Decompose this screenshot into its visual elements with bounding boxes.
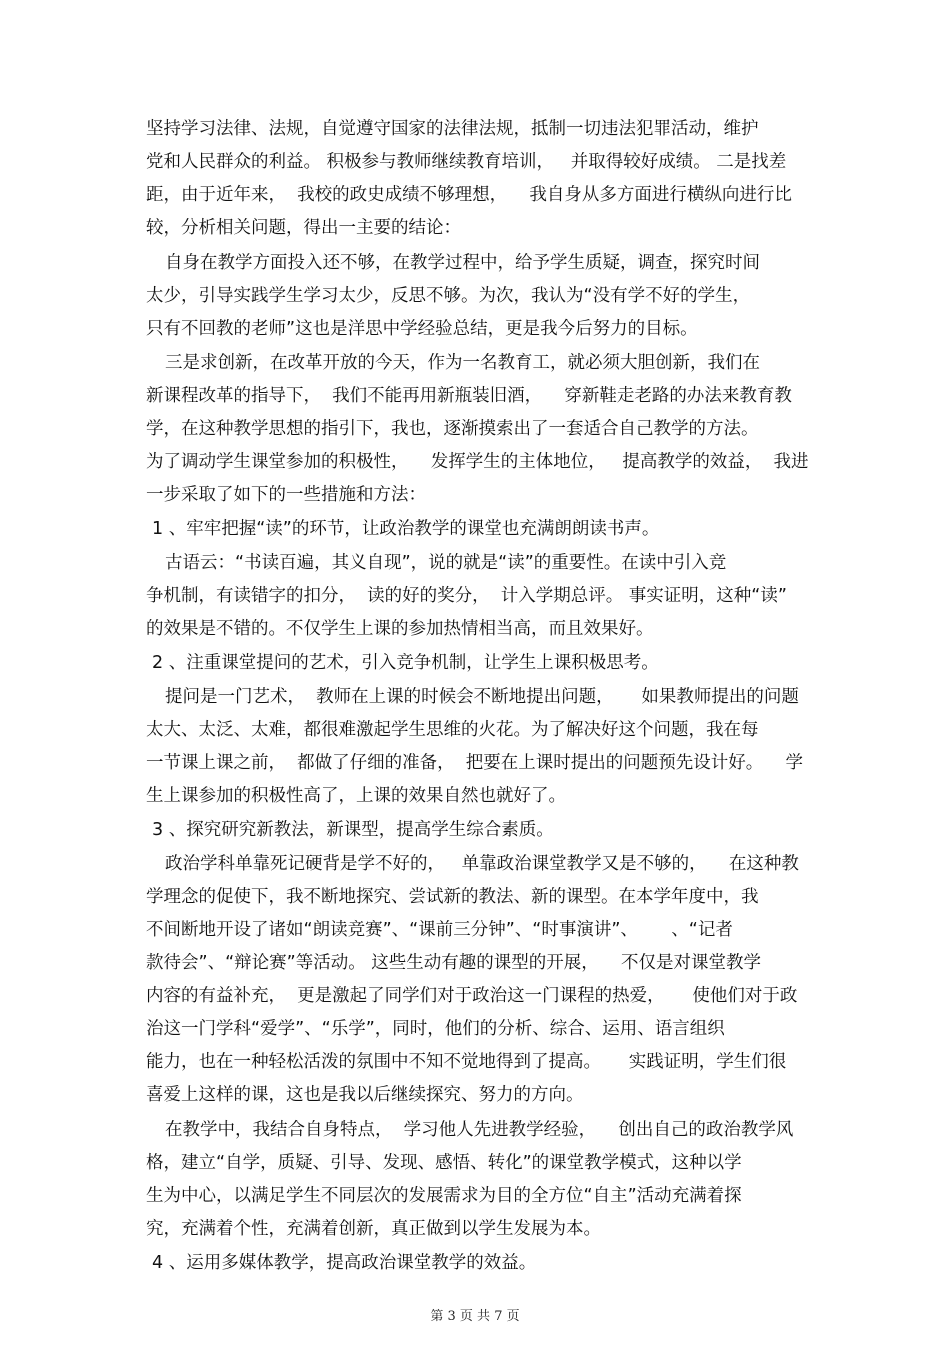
text-line: 一步采取了如下的一些措施和方法： [146, 485, 426, 505]
text-line: 学，在这种教学思想的指引下，我也，逐渐摸索出了一套适合自己教学的方法。 [146, 419, 759, 439]
text-line: 生为中心，以满足学生不同层次的发展需求为目的全方位“自主”活动充满着探 [146, 1186, 742, 1206]
text-line: 不间断地开设了诸如“朗读竞赛”、“课前三分钟”、“时事演讲”、 、“记者 [146, 920, 733, 940]
text-line: 款待会”、“辩论赛”等活动。 这些生动有趣的课型的开展， 不仅是对课堂教学 [146, 953, 762, 973]
text-line: 1 、牢牢把握“读”的环节，让政治教学的课堂也充满朗朗读书声。 [152, 519, 660, 539]
text-line: 党和人民群众的利益。 积极参与教师继续教育培训， 并取得较好成绩。 二是找差 [146, 152, 787, 172]
text-line: 为了调动学生课堂参加的积极性， 发挥学生的主体地位， 提高教学的效益， 我进 [146, 452, 809, 472]
text-line: 学理念的促使下，我不断地探究、尝试新的教法、新的课型。在本学年度中，我 [146, 887, 759, 907]
text-line: 2 、注重课堂提问的艺术，引入竞争机制，让学生上课积极思考。 [152, 653, 659, 673]
text-line: 4 、运用多媒体教学，提高政治课堂教学的效益。 [152, 1253, 537, 1273]
text-line: 一节课上课之前， 都做了仔细的准备， 把要在上课时提出的问题预先设计好。 学 [146, 753, 803, 773]
text-line: 距，由于近年来， 我校的政史成绩不够理想， 我自身从多方面进行横纵向进行比 [146, 185, 792, 205]
text-line: 究，充满着个性，充满着创新，真正做到以学生发展为本。 [146, 1219, 601, 1239]
text-line: 太少，引导实践学生学习太少，反思不够。为次，我认为“没有学不好的学生， [146, 286, 751, 306]
text-line: 3 、探究研究新教法，新课型，提高学生综合素质。 [152, 820, 554, 840]
text-line: 只有不回教的老师”这也是洋思中学经验总结，更是我今后努力的目标。 [146, 319, 698, 339]
text-line: 古语云：“书读百遍，其义自现”，说的就是“读”的重要性。在读中引入竞 [165, 553, 727, 573]
text-line: 能力，也在一种轻松活泼的氛围中不知不觉地得到了提高。 实践证明，学生们很 [146, 1052, 787, 1072]
text-line: 喜爱上这样的课，这也是我以后继续探究、努力的方向。 [146, 1085, 584, 1105]
text-line: 内容的有益补充， 更是激起了同学们对于政治这一门课程的热爱， 使他们对于政 [146, 986, 798, 1006]
text-line: 新课程改革的指导下， 我们不能再用新瓶装旧酒， 穿新鞋走老路的办法来教育教 [146, 386, 792, 406]
text-line: 坚持学习法律、法规，自觉遵守国家的法律法规，抵制一切违法犯罪活动，维护 [146, 119, 759, 139]
text-line: 治这一门学科“爱学”、“乐学”，同时，他们的分析、综合、运用、语言组织 [146, 1019, 725, 1039]
text-line: 三是求创新，在改革开放的今天，作为一名教育工，就必须大胆创新，我们在 [165, 353, 760, 373]
text-line: 在教学中，我结合自身特点， 学习他人先进教学经验， 创出自己的政治教学风 [165, 1120, 794, 1140]
text-line: 较，分析相关问题，得出一主要的结论： [146, 218, 461, 238]
text-line: 自身在教学方面投入还不够，在教学过程中，给予学生质疑，调查，探究时间 [165, 253, 760, 273]
page-footer: 第 3 页 共 7 页 [430, 1309, 520, 1324]
text-line: 格，建立“自学，质疑、引导、发现、感悟、转化”的课堂教学模式，这种以学 [146, 1153, 742, 1173]
text-line: 的效果是不错的。不仅学生上课的参加热情相当高，而且效果好。 [146, 619, 654, 639]
text-line: 争机制，有读错字的扣分， 读的好的奖分， 计入学期总评。 事实证明，这种“读” [146, 586, 787, 606]
text-line: 政治学科单靠死记硬背是学不好的， 单靠政治课堂教学又是不够的， 在这种教 [165, 854, 799, 874]
text-line: 生上课参加的积极性高了，上课的效果自然也就好了。 [146, 786, 566, 806]
text-line: 太大、太泛、太难，都很难激起学生思维的火花。为了解决好这个问题，我在每 [146, 720, 759, 740]
text-line: 提问是一门艺术， 教师在上课的时候会不断地提出问题， 如果教师提出的问题 [165, 687, 799, 707]
